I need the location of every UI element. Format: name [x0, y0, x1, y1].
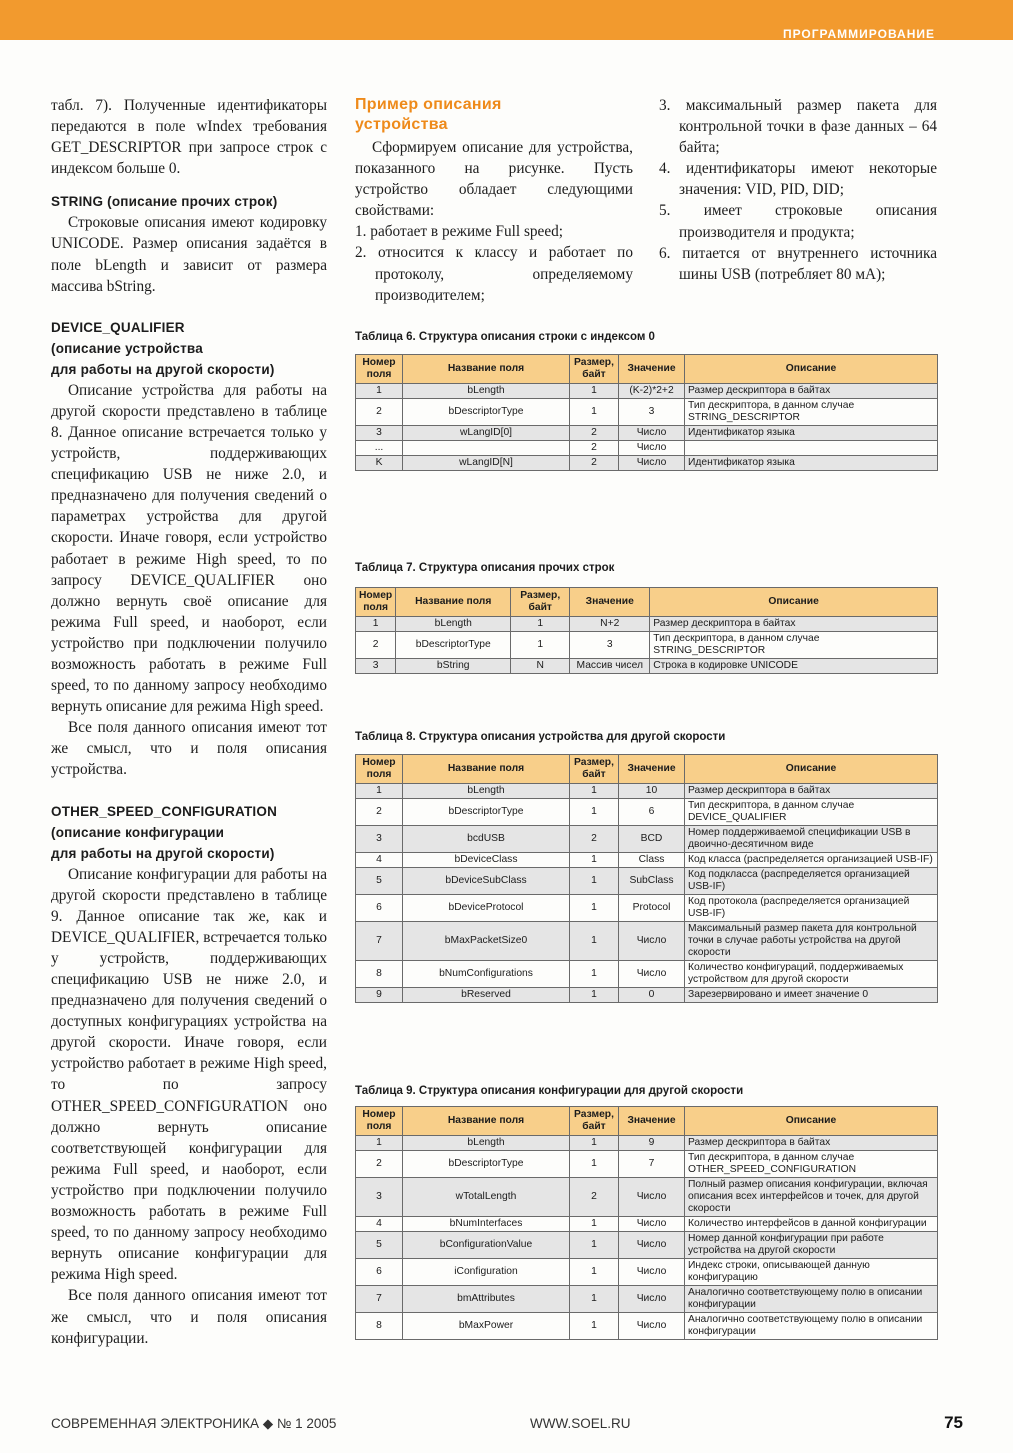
table-cell-num: 3: [356, 826, 403, 853]
table-cell-name: bConfigurationValue: [403, 1232, 570, 1259]
table-cell-num: 5: [356, 868, 403, 895]
table-cell-size: 1: [570, 1232, 619, 1259]
table-cell-name: bLength: [403, 384, 570, 399]
paragraph: Описание устройства для работы на другой скорости представлено в таблице 8. Данное описание встречается только у устройств, поддерживающих спецификацию USB не ниже 2.0, и предназначено для получения сведений о параметрах устройства для другой скорости. Иначе говоря, если устройство работает в режиме High speed, то по запросу DEVICE_QUALIFIER оно должно вернуть своё описание для режима Full speed, и наоборот, если устройство при подключении получило возможность работать в режиме Full speed, то по данному запросу необходимо вернуть описание для режима High speed.: [51, 381, 327, 716]
table-cell-size: 1: [570, 784, 619, 799]
paragraph: Строковые описания имеют кодировку UNICODE. Размер описания задаётся в поле bLength и зависит от размера массива bString.: [51, 214, 327, 295]
column-header-desc: Описание: [685, 1107, 938, 1136]
table-cell-name: bDeviceSubClass: [403, 868, 570, 895]
table-cell-num: 1: [356, 784, 403, 799]
table-row: [356, 617, 938, 632]
table-cell-num: 2: [356, 1151, 403, 1178]
table-cell-name: bDescriptorType: [403, 799, 570, 826]
table-cell-name: bNumInterfaces: [403, 1217, 570, 1232]
table-cell-value: Число: [619, 1313, 685, 1340]
column-header-size: Размер, байт: [570, 355, 619, 384]
column-header-num: Номер поля: [356, 588, 396, 617]
table-cell-size: 1: [570, 799, 619, 826]
table-cell-num: 7: [356, 922, 403, 961]
column-header-desc: Описание: [685, 355, 938, 384]
table-body: [356, 384, 938, 471]
column-header-size: Размер, байт: [570, 1107, 619, 1136]
table-cell-size: 1: [570, 895, 619, 922]
table-cell-num: 3: [356, 1178, 403, 1217]
subheading: (описание конфигурации: [51, 824, 225, 840]
table-cell-name: bmAttributes: [403, 1286, 570, 1313]
table-row: [356, 1286, 938, 1313]
table-cell-value: Число: [619, 961, 685, 988]
paragraph: табл. 7). Полученные идентификаторы передаются в поле wIndex требования GET_DESCRIPTOR при запросе строк с индексом больше 0.: [51, 97, 327, 178]
table-cell-size: 1: [570, 1259, 619, 1286]
table-cell-desc: Код класса (распределяется организацией USB-IF): [685, 853, 938, 868]
column-header-size: Размер, байт: [511, 588, 570, 617]
table-row: [356, 1136, 938, 1151]
table-cell-size: 2: [570, 456, 619, 471]
paragraph: Сформируем описание для устройства, показанного на рисунке. Пусть устройство обладает следующими свойствами:: [355, 139, 633, 220]
column-3: [659, 95, 937, 285]
paragraph: Описание конфигурации для работы на другой скорости представлено в таблице 9. Данное описание так же, как и DEVICE_QUALIFIER, встречается только у устройств, поддерживающих спецификацию USB не ниже 2.0, и предназначено для получения сведений о доступных конфигурациях устройства на другой скорости. Иначе говоря, если устройство работает в режиме High speed, то по запросу OTHER_SPEED_CONFIGURATION оно должно вернуть описание соответствующей конфигурации для режима Full speed, и наоборот, если устройство при подключении получило возможность работать в режиме Full speed, то по данному запросу необходимо вернуть описание конфигурации для режима High speed.: [51, 865, 327, 1284]
table-cell-desc: Зарезервировано и имеет значение 0: [685, 988, 938, 1003]
table-row: [356, 1313, 938, 1340]
table-cell-num: 2: [356, 399, 403, 426]
table-cell-name: bNumConfigurations: [403, 961, 570, 988]
table-row: [356, 1178, 938, 1217]
table-cell-num: 1: [356, 1136, 403, 1151]
table-cell-desc: Код протокола (распределяется организацией USB-IF): [685, 895, 938, 922]
table-cell-desc: Номер поддерживаемой спецификации USB в двоично-десятичном виде: [685, 826, 938, 853]
table-cell-num: 9: [356, 988, 403, 1003]
list-item: 6. питается от внутреннего источника шины USB (потребляет 80 мА);: [659, 244, 937, 283]
table-cell-size: 1: [570, 1313, 619, 1340]
table-cell-desc: Номер данной конфигурации при работе устройства на другой скорости: [685, 1232, 938, 1259]
table-cell-size: 1: [511, 632, 570, 659]
table-8: [355, 754, 938, 1003]
table-cell-size: 1: [570, 1136, 619, 1151]
table-row: [356, 826, 938, 853]
paragraph: Все поля данного описания имеют тот же смысл, что и поля описания устройства.: [51, 719, 327, 779]
table-cell-size: 2: [570, 426, 619, 441]
table-cell-desc: Размер дескриптора в байтах: [685, 784, 938, 799]
table-cell-value: Число: [619, 456, 685, 471]
table-cell-name: bReserved: [403, 988, 570, 1003]
table-cell-num: ...: [356, 441, 403, 456]
table-row: [356, 1232, 938, 1259]
table-row: [356, 659, 938, 674]
table-cell-size: 1: [570, 922, 619, 961]
table-cell-value: SubClass: [619, 868, 685, 895]
table-cell-size: 2: [570, 1178, 619, 1217]
table-row: [356, 853, 938, 868]
table-row: [356, 1217, 938, 1232]
table-cell-size: N: [511, 659, 570, 674]
table-cell-num: 3: [356, 426, 403, 441]
table-6: [355, 354, 938, 471]
subheading: STRING (описание прочих строк): [51, 194, 278, 210]
table-cell-num: 4: [356, 853, 403, 868]
table-cell-desc: Аналогично соответствующему полю в описании конфигурации: [685, 1286, 938, 1313]
table-cell-desc: Полный размер описания конфигурации, включая описания всех интерфейсов и точек, для другой скорости: [685, 1178, 938, 1217]
table-cell-name: bDescriptorType: [403, 1151, 570, 1178]
table-cell-size: 1: [570, 988, 619, 1003]
table-cell-name: bLength: [396, 617, 511, 632]
table-cell-name: bLength: [403, 1136, 570, 1151]
subheading: для работы на другой скорости): [51, 845, 275, 861]
property-list: [659, 95, 937, 285]
table-cell-num: 6: [356, 1259, 403, 1286]
column-header-name: Название поля: [403, 1107, 570, 1136]
table-cell-value: Число: [619, 426, 685, 441]
column-header-name: Название поля: [396, 588, 511, 617]
table-header-row: [356, 355, 938, 384]
table-cell-num: 1: [356, 384, 403, 399]
table-cell-desc: Количество интерфейсов в данной конфигурации: [685, 1217, 938, 1232]
column-header-value: Значение: [619, 355, 685, 384]
table-cell-num: 1: [356, 617, 396, 632]
table-row: [356, 1151, 938, 1178]
table-cell-desc: Тип дескриптора, в данном случае DEVICE_QUALIFIER: [685, 799, 938, 826]
paragraph: Все поля данного описания имеют тот же смысл, что и поля описания конфигурации.: [51, 1287, 327, 1347]
table-cell-num: 3: [356, 659, 396, 674]
table-cell-size: 1: [570, 1286, 619, 1313]
table-row: [356, 1259, 938, 1286]
table-cell-size: 1: [570, 853, 619, 868]
table-cell-value: 10: [619, 784, 685, 799]
table-cell-desc: Идентификатор языка: [685, 456, 938, 471]
list-item: 1. работает в режиме Full speed;: [355, 223, 564, 241]
table-cell-num: 5: [356, 1232, 403, 1259]
table-caption: Таблица 8. Структура описания устройства для другой скорости: [355, 731, 726, 743]
subheading: для работы на другой скорости): [51, 361, 275, 377]
table-header-row: [356, 588, 938, 617]
table-cell-desc: [685, 441, 938, 456]
table-cell-desc: Идентификатор языка: [685, 426, 938, 441]
column-header-value: Значение: [570, 588, 650, 617]
table-row: [356, 868, 938, 895]
table-cell-size: 2: [570, 826, 619, 853]
column-1: [51, 95, 327, 1349]
table-cell-size: 1: [570, 399, 619, 426]
table-cell-name: wTotalLength: [403, 1178, 570, 1217]
table-row: [356, 799, 938, 826]
table-cell-name: bDeviceProtocol: [403, 895, 570, 922]
table-cell-size: 1: [570, 961, 619, 988]
table-cell-value: 6: [619, 799, 685, 826]
table-cell-value: Class: [619, 853, 685, 868]
table-body: [356, 784, 938, 1003]
table-cell-value: Protocol: [619, 895, 685, 922]
table-cell-desc: Тип дескриптора, в данном случае STRING_DESCRIPTOR: [685, 399, 938, 426]
column-header-size: Размер, байт: [570, 755, 619, 784]
table-cell-desc: Количество конфигураций, поддерживаемых устройством для другой скорости: [685, 961, 938, 988]
footer-journal: СОВРЕМЕННАЯ ЭЛЕКТРОНИКА ◆ № 1 2005: [51, 1416, 337, 1431]
table-cell-name: bMaxPacketSize0: [403, 922, 570, 961]
table-cell-size: 2: [570, 441, 619, 456]
table-cell-name: bcdUSB: [403, 826, 570, 853]
table-cell-num: 6: [356, 895, 403, 922]
table-cell-size: 1: [511, 617, 570, 632]
table-cell-value: 0: [619, 988, 685, 1003]
table-cell-value: N+2: [570, 617, 650, 632]
subheading: (описание устройства: [51, 340, 203, 356]
table-cell-value: Число: [619, 1217, 685, 1232]
table-cell-value: Число: [619, 1232, 685, 1259]
table-cell-size: 1: [570, 868, 619, 895]
column-header-num: Номер поля: [356, 355, 403, 384]
table-cell-value: Число: [619, 922, 685, 961]
table-row: [356, 895, 938, 922]
column-header-desc: Описание: [650, 588, 938, 617]
table-cell-name: bMaxPower: [403, 1313, 570, 1340]
table-header: [356, 1107, 938, 1136]
table-cell-name: wLangID[N]: [403, 456, 570, 471]
table-cell-name: bLength: [403, 784, 570, 799]
table-row: [356, 456, 938, 471]
table-cell-size: 1: [570, 384, 619, 399]
table-cell-desc: Тип дескриптора, в данном случае OTHER_SPEED_CONFIGURATION: [685, 1151, 938, 1178]
table-cell-size: 1: [570, 1217, 619, 1232]
table-caption: Таблица 6. Структура описания строки с индексом 0: [355, 331, 655, 343]
list-item: 5. имеет строковые описания производителя и продукта;: [659, 202, 937, 241]
table-cell-num: 8: [356, 1313, 403, 1340]
table-cell-name: bDescriptorType: [403, 399, 570, 426]
list-item: 3. максимальный размер пакета для контрольной точки в фазе данных – 64 байта;: [659, 97, 937, 157]
table-cell-value: 9: [619, 1136, 685, 1151]
table-header: [356, 355, 938, 384]
table-header-row: [356, 755, 938, 784]
table-row: [356, 922, 938, 961]
column-header-value: Значение: [619, 1107, 685, 1136]
table-row: [356, 961, 938, 988]
subheading: OTHER_SPEED_CONFIGURATION: [51, 803, 278, 819]
table-row: [356, 441, 938, 456]
table-cell-desc: Индекс строки, описывающей данную конфигурацию: [685, 1259, 938, 1286]
table-body: [356, 1136, 938, 1340]
column-header-desc: Описание: [685, 755, 938, 784]
table-cell-desc: Максимальный размер пакета для контрольной точки в случае работы устройства на другой скорости: [685, 922, 938, 961]
table-cell-desc: Код подкласса (распределяется организацией USB-IF): [685, 868, 938, 895]
table-cell-desc: Аналогично соответствующему полю в описании конфигурации: [685, 1313, 938, 1340]
subheading: DEVICE_QUALIFIER: [51, 319, 185, 335]
table-row: [356, 384, 938, 399]
table-cell-num: 4: [356, 1217, 403, 1232]
table-cell-desc: Тип дескриптора, в данном случае STRING_DESCRIPTOR: [650, 632, 938, 659]
property-list: [355, 221, 633, 305]
table-cell-value: Число: [619, 1178, 685, 1217]
table-cell-name: bDeviceClass: [403, 853, 570, 868]
table-header-row: [356, 1107, 938, 1136]
section-label: ПРОГРАММИРОВАНИЕ: [782, 27, 935, 41]
table-cell-value: 3: [570, 632, 650, 659]
table-cell-value: Число: [619, 1286, 685, 1313]
heading-line: Пример описания: [355, 96, 502, 113]
table-cell-name: iConfiguration: [403, 1259, 570, 1286]
table-cell-value: Число: [619, 1259, 685, 1286]
table-cell-name: wLangID[0]: [403, 426, 570, 441]
table-cell-desc: Размер дескриптора в байтах: [685, 1136, 938, 1151]
table-cell-num: 2: [356, 799, 403, 826]
column-2: [355, 95, 633, 306]
table-cell-num: K: [356, 456, 403, 471]
column-header-num: Номер поля: [356, 755, 403, 784]
table-cell-value: BCD: [619, 826, 685, 853]
list-item: 4. идентификаторы имеют некоторые значения: VID, PID, DID;: [659, 160, 937, 199]
table-cell-value: 3: [619, 399, 685, 426]
heading-line: устройства: [355, 116, 448, 133]
table-cell-value: 7: [619, 1151, 685, 1178]
table-body: [356, 617, 938, 674]
table-cell-name: bString: [396, 659, 511, 674]
table-caption: Таблица 9. Структура описания конфигурации для другой скорости: [355, 1085, 744, 1097]
list-item: 2. относится к классу и работает по протоколу, определяемому производителем;: [355, 244, 633, 304]
table-cell-value: Число: [619, 441, 685, 456]
table-row: [356, 632, 938, 659]
table-row: [356, 399, 938, 426]
table-7: [355, 587, 938, 674]
table-cell-name: bDescriptorType: [396, 632, 511, 659]
table-cell-desc: Размер дескриптора в байтах: [650, 617, 938, 632]
table-cell-desc: Строка в кодировке UNICODE: [650, 659, 938, 674]
table-header: [356, 588, 938, 617]
footer-url: WWW.SOEL.RU: [530, 1416, 631, 1431]
table-cell-desc: Размер дескриптора в байтах: [685, 384, 938, 399]
table-cell-value: (K-2)*2+2: [619, 384, 685, 399]
column-header-num: Номер поля: [356, 1107, 403, 1136]
table-header: [356, 755, 938, 784]
column-header-name: Название поля: [403, 355, 570, 384]
table-caption: Таблица 7. Структура описания прочих строк: [355, 562, 615, 574]
table-cell-value: Массив чисел: [570, 659, 650, 674]
page-number: 75: [944, 1413, 963, 1432]
table-cell-name: [403, 441, 570, 456]
table-cell-size: 1: [570, 1151, 619, 1178]
table-cell-num: 2: [356, 632, 396, 659]
table-9: [355, 1106, 938, 1340]
example-heading: [355, 95, 633, 135]
table-row: [356, 784, 938, 799]
table-cell-num: 8: [356, 961, 403, 988]
table-row: [356, 988, 938, 1003]
column-header-name: Название поля: [403, 755, 570, 784]
table-cell-num: 7: [356, 1286, 403, 1313]
column-header-value: Значение: [619, 755, 685, 784]
table-row: [356, 426, 938, 441]
